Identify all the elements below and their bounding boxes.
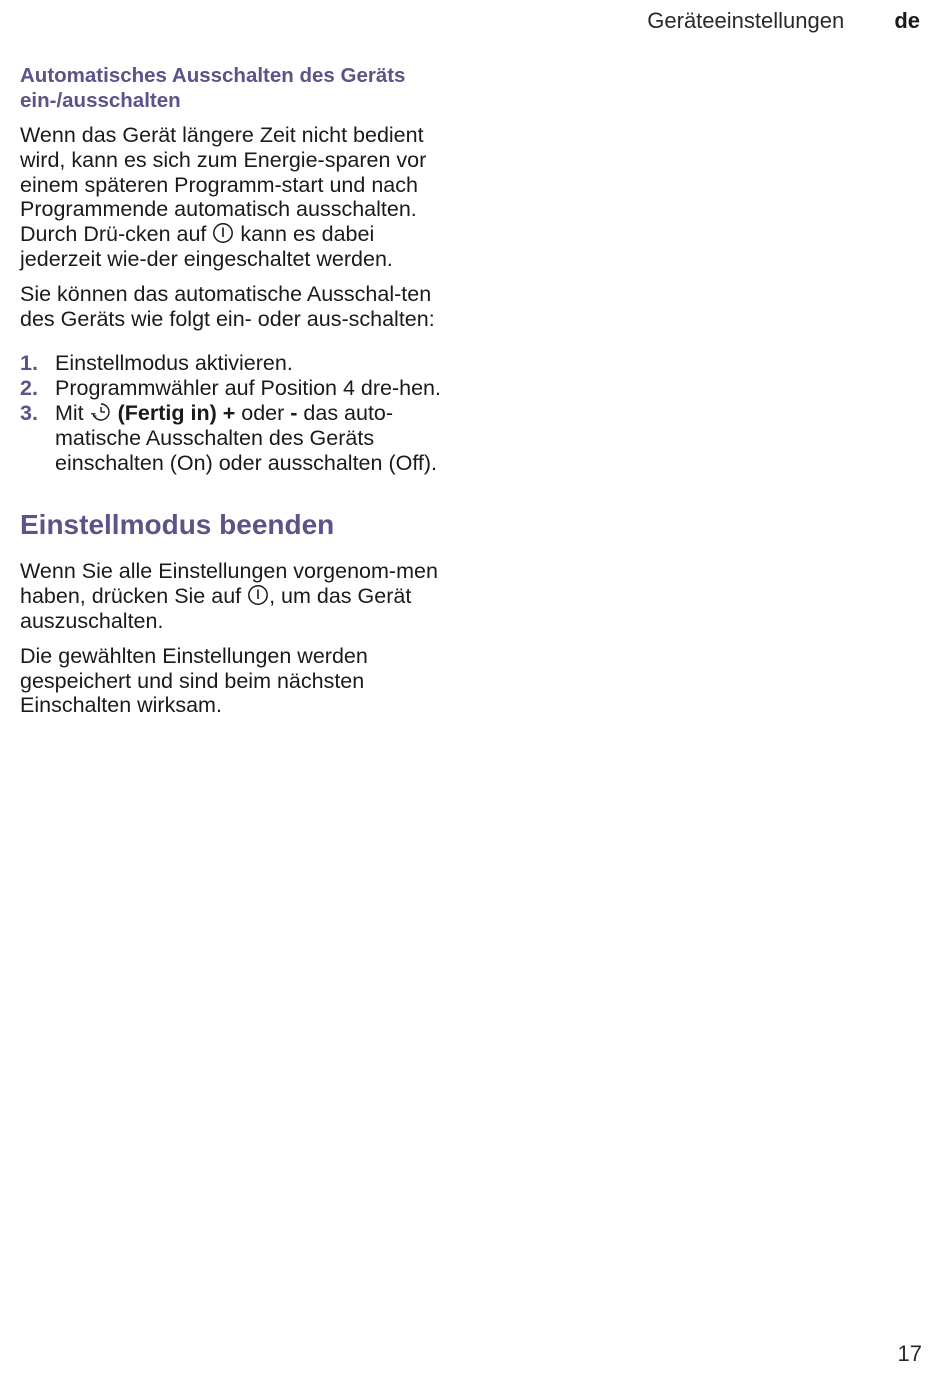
power-icon bbox=[247, 584, 269, 606]
page-header bbox=[647, 8, 920, 34]
list-item bbox=[20, 401, 460, 475]
timer-icon bbox=[90, 401, 112, 423]
power-icon bbox=[212, 222, 234, 244]
header-section-title: Geräteeinstellungen bbox=[647, 8, 845, 33]
paragraph-text: , um das Gerät auszuschalten. bbox=[20, 584, 412, 633]
section-heading-auto-off: Automatisches Ausschalten des Geräts ein-/ausschalten bbox=[20, 64, 406, 112]
step-text: Programmwähler auf Position 4 dre-hen. bbox=[55, 376, 441, 401]
step-text-bold: - bbox=[290, 400, 298, 425]
step-text: Einstellmodus aktivieren. bbox=[55, 351, 293, 376]
list-item bbox=[20, 351, 460, 376]
list-item bbox=[20, 376, 460, 401]
step-text-mid: oder bbox=[235, 400, 291, 425]
main-column bbox=[20, 64, 460, 728]
paragraph-auto-off-how: Sie können das automatische Ausschal-ten des Geräts wie folgt ein- oder aus-schalten: bbox=[20, 281, 435, 331]
paragraph-exit-note: Die gewählten Einstellungen werden gespeichert und sind beim nächsten Einschalten wirksam. bbox=[20, 643, 368, 718]
paragraph-text: Wenn Sie alle Einstellungen vorgenom-men haben, drücken Sie auf bbox=[20, 559, 438, 609]
paragraph-auto-off-intro bbox=[20, 123, 460, 272]
page-number: 17 bbox=[897, 1341, 922, 1366]
step-number: 3. bbox=[20, 400, 38, 425]
step-text-post: das auto-matische Ausschalten des Geräts einschalten (On) oder ausschalten (Off). bbox=[55, 400, 438, 475]
paragraph-exit-instruction bbox=[20, 559, 460, 633]
paragraph-text: Wenn das Gerät längere Zeit nicht bedient wird, kann es sich zum Energie-sparen vor einem späteren Programm-start und nach Programmende automatisch ausschalten. Durch Drü-cken auf bbox=[20, 123, 427, 247]
step-number: 2. bbox=[20, 376, 38, 401]
steps-list bbox=[20, 351, 460, 475]
header-language: de bbox=[894, 8, 920, 33]
step-number: 1. bbox=[20, 351, 38, 376]
section-heading-exit-settings: Einstellmodus beenden bbox=[20, 509, 335, 541]
paragraph-text: kann es dabei jederzeit wie-der eingeschaltet werden. bbox=[20, 222, 393, 271]
step-text-pre: Mit bbox=[55, 400, 90, 425]
step-text-bold: (Fertig in) + bbox=[117, 400, 236, 425]
